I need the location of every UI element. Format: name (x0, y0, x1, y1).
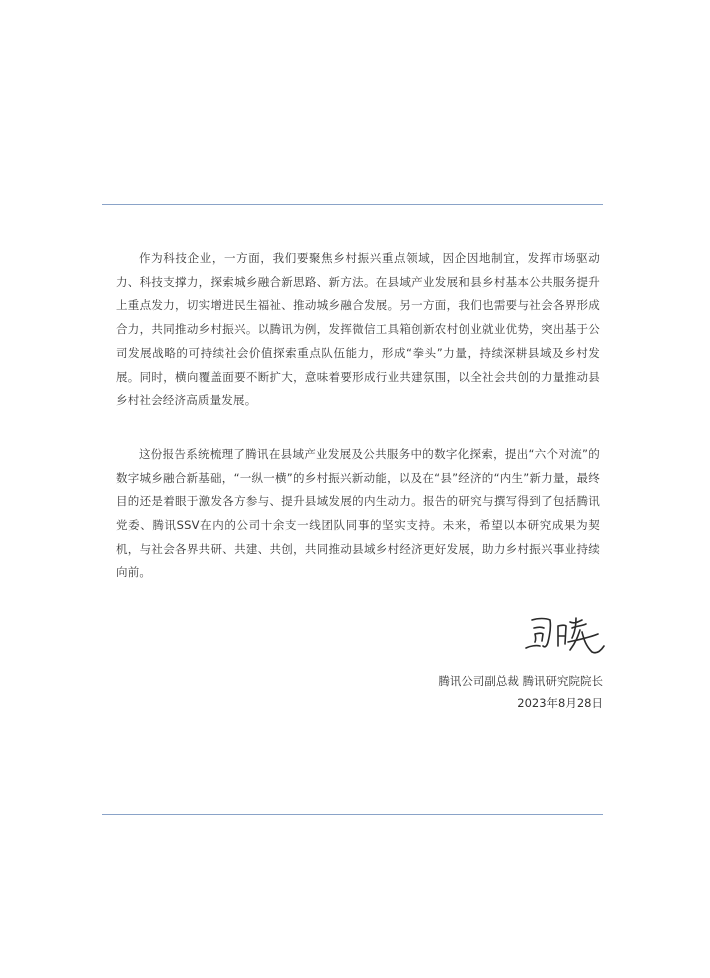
handwritten-signature-icon (520, 612, 610, 664)
paragraph-1: 作为科技企业，一方面，我们要聚焦乡村振兴重点领域，因企因地制宜，发挥市场驱动力、科技支撑力，探索城乡融合新思路、新方法。在县域产业发展和县乡村基本公共服务提升上重点发力，切实增进民生福祉、推动城乡融合发展。另一方面，我们也需要与社会各界形成合力，共同推动乡村振兴。以腾讯为例，发挥微信工具箱创新农村创业就业优势，突出基于公司发展战略的可持续社会价值探索重点队伍能力，形成“拳头”力量，持续深耕县域及乡村发展。同时，横向覆盖面要不断扩大，意味着要形成行业共建氛围，以全社会共创的力量推动县乡村社会经济高质量发展。 (116, 251, 600, 408)
letter-body (116, 247, 600, 615)
bottom-divider (102, 814, 603, 815)
paragraph-2: 这份报告系统梳理了腾讯在县域产业发展及公共服务中的数字化探索，提出“六个对流”的数字城乡融合新基础，“一纵一横”的乡村振兴新动能，以及在“县”经济的“内生”新力量，最终目的还是着眼于激发各方参与、提升县域发展的内生动力。报告的研究与撰写得到了包括腾讯党委、腾讯SSV在内的公司十余支一线团队同事的坚实支持。未来，希望以本研究成果为契机，与社会各界共研、共建、共创，共同推动县域乡村经济更好发展，助力乡村振兴事业持续向前。 (116, 446, 600, 580)
top-divider (102, 204, 603, 205)
sign-date: 2023年8月28日 (517, 696, 603, 710)
signer-title: 腾讯公司副总裁 腾讯研究院院长 (438, 674, 603, 688)
